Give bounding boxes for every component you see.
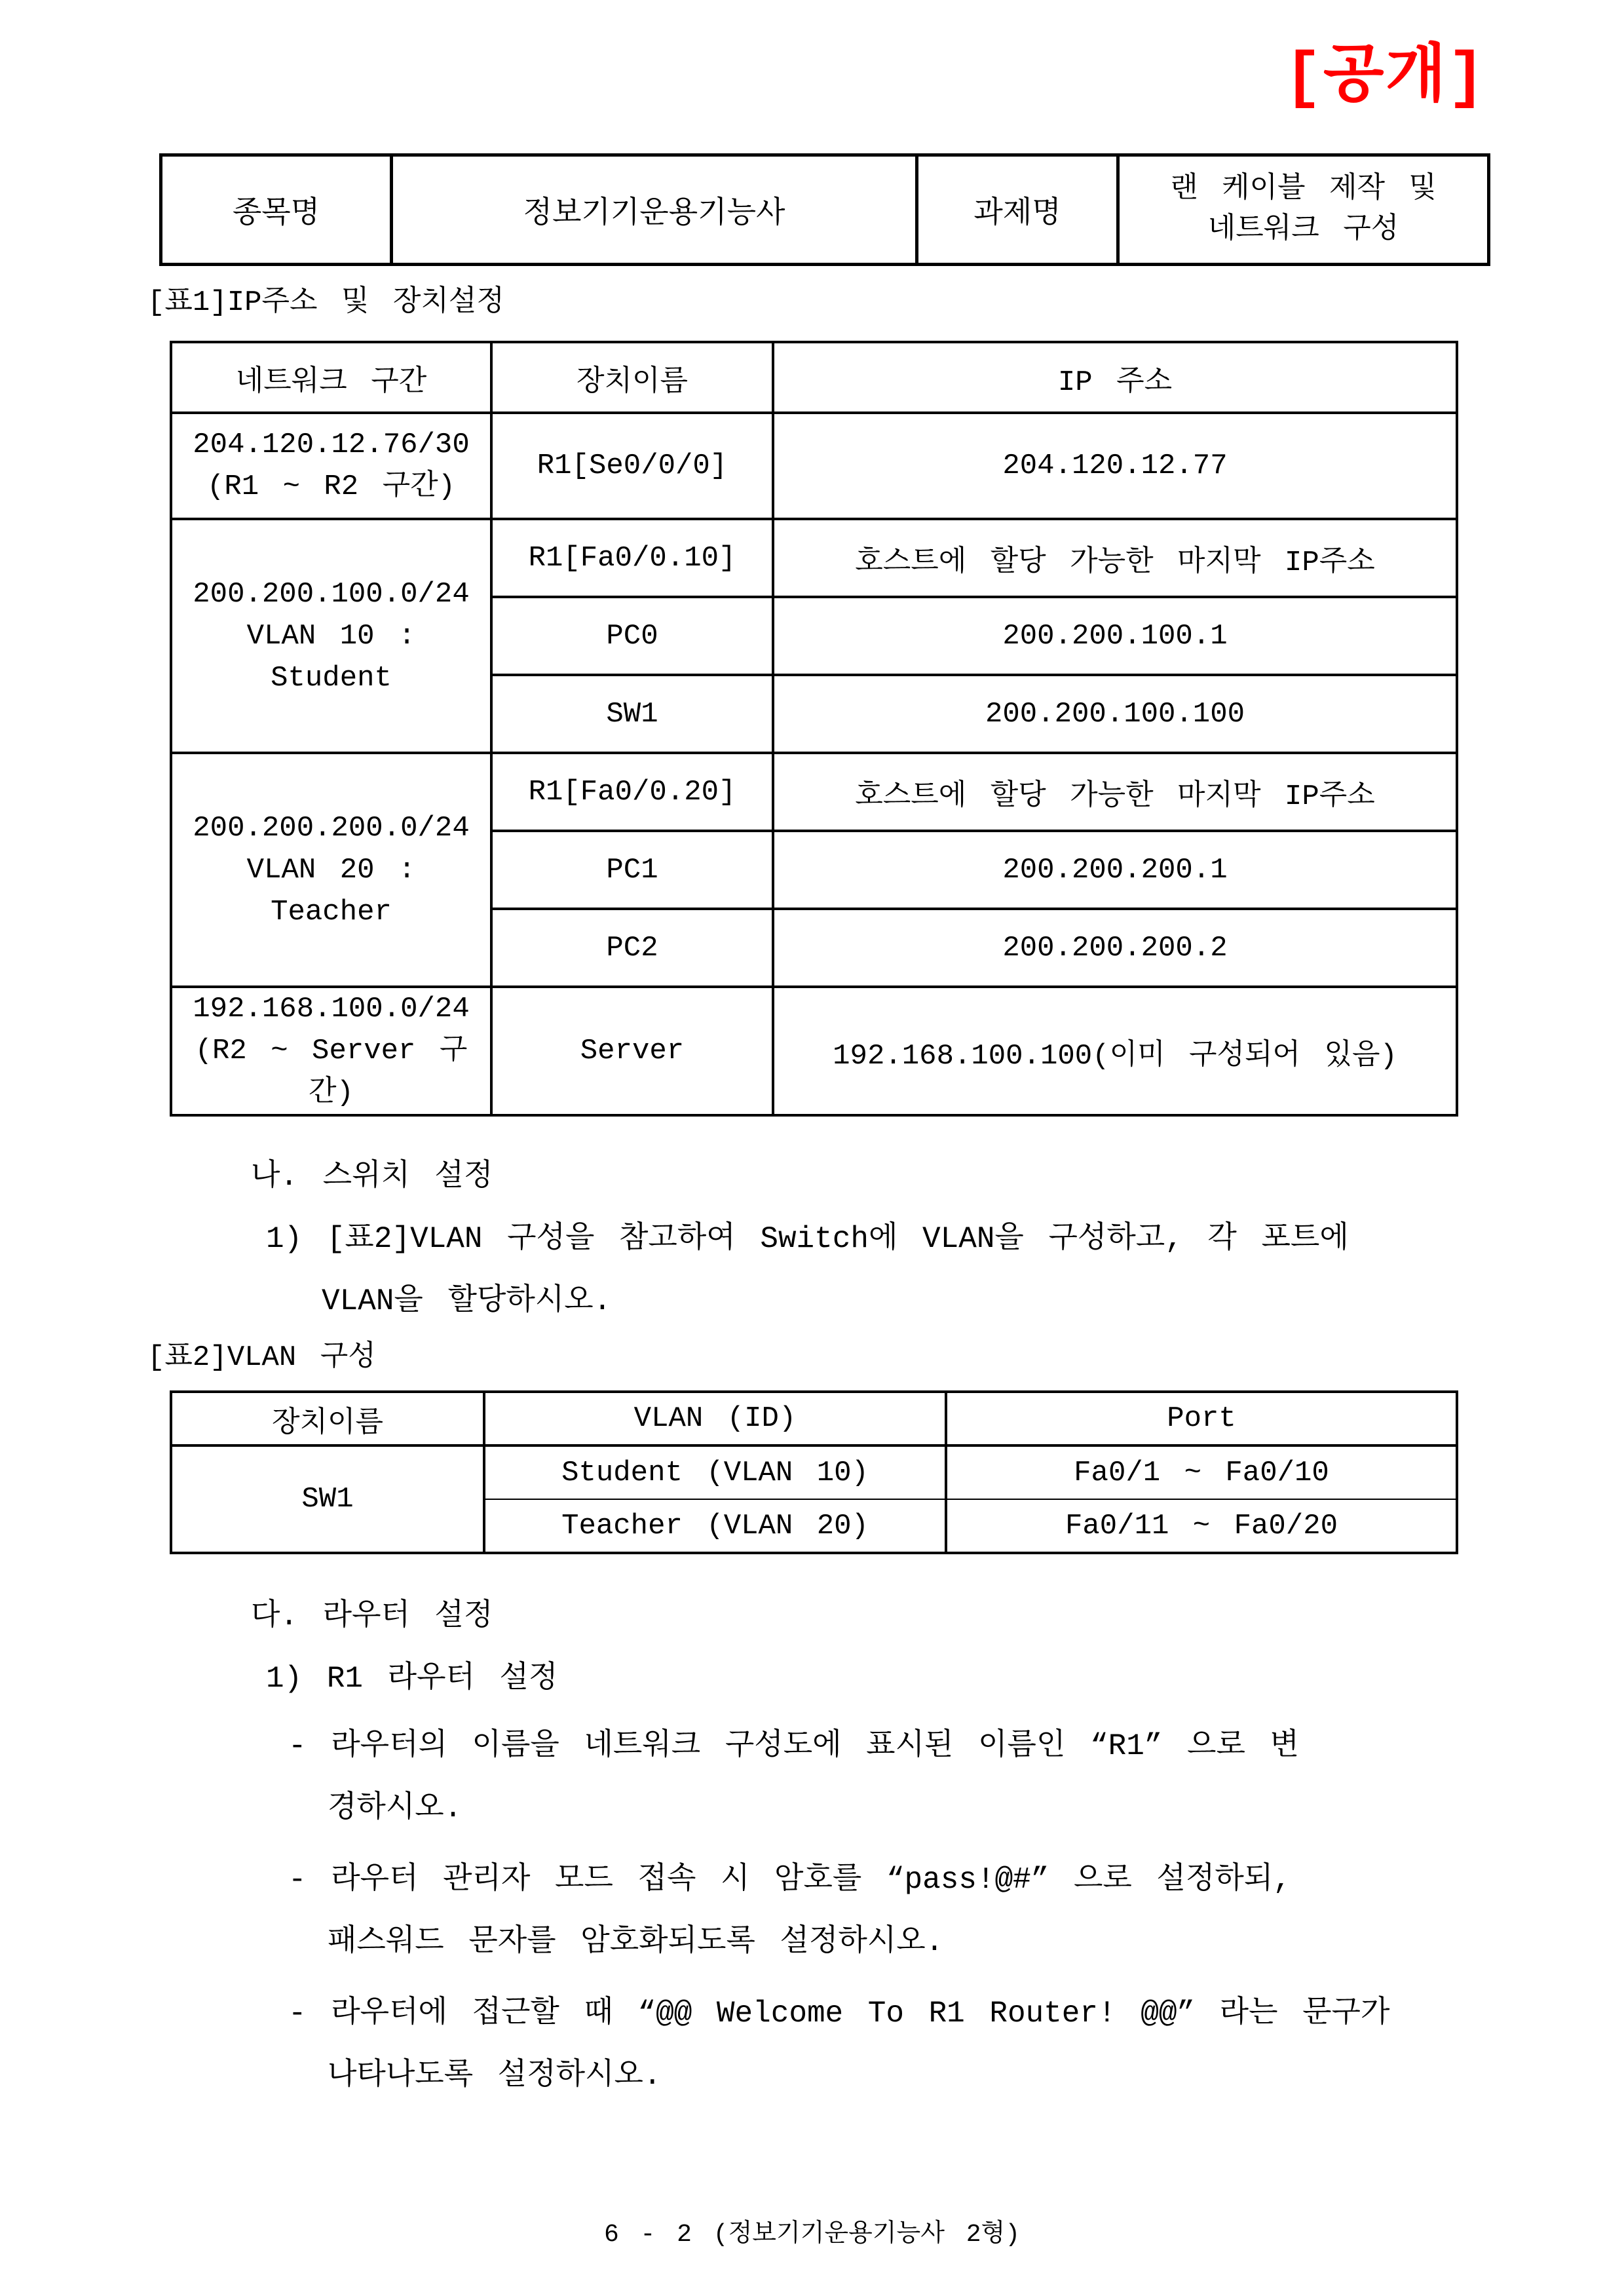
subject-label: 종목명	[161, 155, 392, 265]
device-cell: R1[Fa0/0.10]	[491, 519, 773, 597]
switch-item-line1: 1) [표2]VLAN 구성을 참고하여 Switch에 VLAN을 구성하고, 각 포트에	[266, 1222, 1349, 1256]
ip-cell: 호스트에 할당 가능한 마지막 IP주소	[773, 519, 1457, 597]
vlan-cell: Teacher (VLAN 20)	[484, 1499, 946, 1553]
router-bullet-1-line1: - 라우터의 이름을 네트워크 구성도에 표시된 이름인 “R1” 으로 변	[288, 1729, 1299, 1763]
column-header-network: 네트워크 구간	[171, 342, 491, 413]
column-header-ip: IP 주소	[773, 342, 1457, 413]
task-value-line1: 랜 케이블 제작 및	[1170, 173, 1437, 206]
device-cell: PC2	[491, 909, 773, 987]
header-table	[159, 153, 1490, 266]
vlan-table	[170, 1390, 1458, 1554]
task-value-line2: 네트워크 구성	[1207, 214, 1399, 246]
ip-cell: 200.200.100.100	[773, 675, 1457, 753]
ip-cell: 200.200.200.1	[773, 831, 1457, 909]
subject-value: 정보기기운용기능사	[392, 155, 917, 265]
device-cell: SW1	[171, 1445, 484, 1553]
network-line: (R1 ~ R2 구간)	[206, 470, 456, 503]
network-line: 192.168.100.0/24	[193, 993, 470, 1025]
public-label: [공개]	[1284, 43, 1486, 114]
network-cell	[171, 987, 491, 1115]
device-cell: PC1	[491, 831, 773, 909]
page-footer: 6 - 2 (정보기기운용기능사 2형)	[603, 2221, 1021, 2249]
ip-cell: 200.200.200.2	[773, 909, 1457, 987]
network-cell	[171, 753, 491, 987]
column-header-device: 장치이름	[171, 1392, 484, 1445]
router-bullet-1-line2: 경하시오.	[328, 1791, 463, 1826]
router-subheading: 1) R1 라우터 설정	[266, 1662, 558, 1696]
column-header-vlan: VLAN (ID)	[484, 1392, 946, 1445]
router-bullet-3-line2: 나타나도록 설정하시오.	[328, 2059, 662, 2093]
ip-cell: 호스트에 할당 가능한 마지막 IP주소	[773, 753, 1457, 831]
router-section-heading: 다. 라우터 설정	[251, 1599, 493, 1634]
table-row	[171, 413, 1457, 519]
router-bullet-2-line1: - 라우터 관리자 모드 접속 시 암호를 “pass!@#” 으로 설정하되,	[288, 1863, 1291, 1897]
task-label: 과제명	[917, 155, 1118, 265]
device-cell: R1[Se0/0/0]	[491, 413, 773, 519]
network-line: 204.120.12.76/30	[193, 429, 470, 461]
table-row	[171, 753, 1457, 831]
table-row	[171, 1445, 1457, 1499]
port-cell: Fa0/11 ~ Fa0/20	[946, 1499, 1457, 1553]
network-line: VLAN 20 : Teacher	[246, 853, 416, 928]
table1-caption: [표1]IP주소 및 장치설정	[147, 286, 504, 319]
table-row	[171, 987, 1457, 1115]
device-cell: Server	[491, 987, 773, 1115]
network-cell	[171, 413, 491, 519]
network-cell	[171, 519, 491, 753]
device-cell: PC0	[491, 597, 773, 675]
header-table-row	[161, 155, 1489, 265]
ip-cell: 204.120.12.77	[773, 413, 1457, 519]
table-row	[171, 519, 1457, 597]
port-cell: Fa0/1 ~ Fa0/10	[946, 1445, 1457, 1499]
device-cell: R1[Fa0/0.20]	[491, 753, 773, 831]
router-bullet-2-line2: 패스워드 문자를 암호화되도록 설정하시오.	[328, 1925, 944, 1959]
vlan-cell: Student (VLAN 10)	[484, 1445, 946, 1499]
switch-item-line2: VLAN을 할당하시오.	[322, 1284, 612, 1318]
ip-cell: 200.200.100.1	[773, 597, 1457, 675]
network-line: (R2 ~ Server 구간)	[195, 1035, 468, 1109]
network-line: 200.200.100.0/24	[193, 577, 470, 611]
table2-caption: [표2]VLAN 구성	[147, 1341, 376, 1374]
ip-cell: 192.168.100.100(이미 구성되어 있음)	[773, 987, 1457, 1115]
table1-header-row	[171, 342, 1457, 413]
device-cell: SW1	[491, 675, 773, 753]
ip-device-table	[170, 341, 1458, 1117]
network-line: VLAN 10 : Student	[246, 619, 416, 695]
column-header-device: 장치이름	[491, 342, 773, 413]
network-line: 200.200.200.0/24	[193, 811, 470, 845]
column-header-port: Port	[946, 1392, 1457, 1445]
table2-header-row	[171, 1392, 1457, 1445]
router-bullet-3-line1: - 라우터에 접근할 때 “@@ Welcome To R1 Router! @@” 라는 문구가	[288, 1997, 1390, 2031]
switch-section-heading: 나. 스위치 설정	[251, 1160, 493, 1194]
task-value	[1118, 155, 1489, 265]
